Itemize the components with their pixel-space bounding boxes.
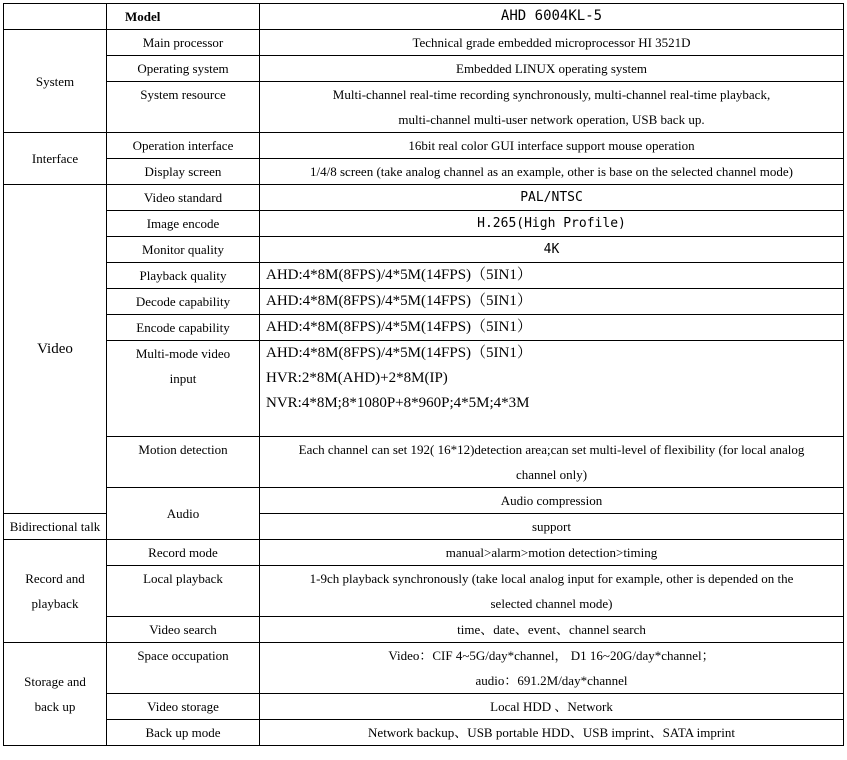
table-row [4, 617, 844, 643]
category-line: back up [34, 699, 76, 714]
spec-value [260, 341, 844, 437]
spec-value: AHD:4*8M(8FPS)/4*5M(14FPS)（5IN1） [260, 315, 844, 341]
header-row [4, 4, 844, 30]
table-row [4, 720, 844, 746]
table-row [4, 643, 844, 694]
table-row [4, 488, 844, 514]
corner-cell [4, 4, 107, 30]
table-row [4, 211, 844, 237]
table-row [4, 159, 844, 185]
category-line: Record and [25, 571, 85, 586]
category-audio: Audio [107, 488, 260, 540]
spec-label: Playback quality [107, 263, 260, 289]
spec-label: Video standard [107, 185, 260, 211]
spec-label: Image encode [107, 211, 260, 237]
category-line: playback [31, 596, 79, 611]
spec-label: Bidirectional talk [4, 514, 107, 540]
spec-value-line: Video：CIF 4~5G/day*channel， D1 16~20G/day*channel； [388, 648, 715, 663]
category-system: System [4, 30, 107, 133]
table-row [4, 263, 844, 289]
spec-label-line: Multi-mode video [135, 346, 231, 361]
spec-value-line: selected channel mode) [490, 596, 613, 611]
table-row [4, 133, 844, 159]
model-value: AHD 6004KL-5 [260, 4, 844, 30]
table-row [4, 341, 844, 437]
spec-label: Monitor quality [107, 237, 260, 263]
spec-value: Embedded LINUX operating system [260, 56, 844, 82]
spec-value [260, 643, 844, 694]
category-record [4, 540, 107, 643]
spec-value: AHD:4*8M(8FPS)/4*5M(14FPS)（5IN1） [260, 263, 844, 289]
spec-label: System resource [107, 82, 260, 133]
spec-value-line: 1-9ch playback synchronously (take local analog input for example, other is depended on the [309, 571, 794, 586]
spec-value: 4K [260, 237, 844, 263]
spec-label: Video storage [107, 694, 260, 720]
spec-label: Record mode [107, 540, 260, 566]
spec-value: Technical grade embedded microprocessor HI 3521D [260, 30, 844, 56]
spec-value: 16bit real color GUI interface support mouse operation [260, 133, 844, 159]
spec-table [3, 3, 844, 746]
table-row [4, 437, 844, 488]
spec-value [260, 437, 844, 488]
category-storage [4, 643, 107, 746]
spec-value: Local HDD 、Network [260, 694, 844, 720]
spec-label: Local playback [107, 566, 260, 617]
spec-value: time、date、event、channel search [260, 617, 844, 643]
table-row [4, 315, 844, 341]
category-video: Video [4, 185, 107, 514]
spec-value [260, 82, 844, 133]
table-row [4, 82, 844, 133]
spec-value: 1/4/8 screen (take analog channel as an example, other is base on the selected channel mode) [260, 159, 844, 185]
spec-value: PAL/NTSC [260, 185, 844, 211]
table-row [4, 540, 844, 566]
spec-label: Video search [107, 617, 260, 643]
spec-value-line: HVR:2*8M(AHD)+2*8M(IP) [266, 370, 448, 386]
spec-label: Audio compression [260, 488, 844, 514]
table-row [4, 694, 844, 720]
spec-value-line: Multi-channel real-time recording synchronously, multi-channel real-time playback, [332, 87, 771, 102]
spec-label: Decode capability [107, 289, 260, 315]
spec-value: AHD:4*8M(8FPS)/4*5M(14FPS)（5IN1） [260, 289, 844, 315]
spec-value-line: NVR:4*8M;8*1080P+8*960P;4*5M;4*3M [266, 395, 530, 411]
table-row [4, 30, 844, 56]
spec-value-line: AHD:4*8M(8FPS)/4*5M(14FPS)（5IN1） [266, 345, 532, 361]
spec-label-line: input [169, 371, 197, 386]
table-row [4, 185, 844, 211]
spec-label: Display screen [107, 159, 260, 185]
category-interface: Interface [4, 133, 107, 185]
spec-value-line: Each channel can set 192( 16*12)detection area;can set multi-level of flexibility (for local analog [298, 442, 805, 457]
spec-label: Main processor [107, 30, 260, 56]
table-row [4, 237, 844, 263]
table-row [4, 56, 844, 82]
model-label: Model [107, 4, 260, 30]
spec-value-line: audio：691.2M/day*channel [475, 673, 628, 688]
spec-label: Operation interface [107, 133, 260, 159]
spec-value: H.265(High Profile) [260, 211, 844, 237]
spec-value-line: channel only) [515, 467, 588, 482]
category-line: Storage and [24, 674, 86, 689]
table-row [4, 289, 844, 315]
spec-value: support [260, 514, 844, 540]
spec-value: manual>alarm>motion detection>timing [260, 540, 844, 566]
spec-value: Network backup、USB portable HDD、USB imprint、SATA imprint [260, 720, 844, 746]
table-row [4, 566, 844, 617]
spec-value-line: multi-channel multi-user network operation, USB back up. [398, 112, 705, 127]
spec-value [260, 566, 844, 617]
spec-label: Motion detection [107, 437, 260, 488]
spec-label: Operating system [107, 56, 260, 82]
spec-label: Back up mode [107, 720, 260, 746]
spec-label: Encode capability [107, 315, 260, 341]
spec-label [107, 341, 260, 437]
spec-label: Space occupation [107, 643, 260, 694]
